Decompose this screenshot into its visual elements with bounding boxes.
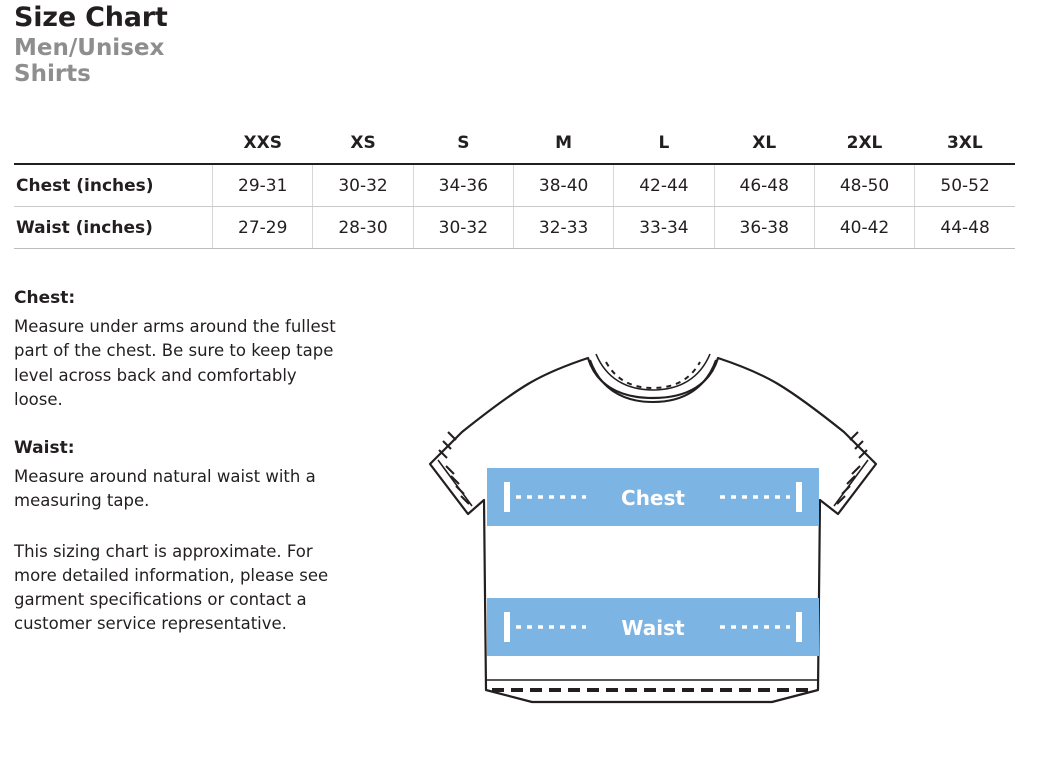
- page-title-block: [14, 4, 434, 88]
- column-header-3xl: 3XL: [915, 126, 1015, 164]
- note-heading-waist: Waist:: [14, 438, 75, 458]
- cell-chest-l: 42-44: [614, 164, 714, 207]
- table-corner-cell: [14, 126, 213, 164]
- table-row: [14, 164, 1015, 207]
- cell-waist-l: 33-34: [614, 207, 714, 249]
- cell-chest-xxs: 29-31: [213, 164, 313, 207]
- note-text-waist: Measure around natural waist with a measuring tape.: [14, 467, 316, 511]
- column-header-m: M: [513, 126, 613, 164]
- note-text-disclaimer: This sizing chart is approximate. For more detailed information, please see garment specifications or contact a customer service representative.: [14, 541, 329, 634]
- column-header-xxs: XXS: [213, 126, 313, 164]
- column-header-s: S: [413, 126, 513, 164]
- row-label-chest: Chest (inches): [14, 164, 213, 207]
- cell-waist-xxs: 27-29: [213, 207, 313, 249]
- cell-chest-3xl: 50-52: [915, 164, 1015, 207]
- cell-chest-s: 34-36: [413, 164, 513, 207]
- waist-measure-band: [487, 598, 819, 656]
- column-header-2xl: 2XL: [814, 126, 914, 164]
- measurement-notes: [14, 288, 344, 637]
- cell-waist-m: 32-33: [513, 207, 613, 249]
- page-title: Size Chart: [14, 2, 168, 33]
- size-chart-table: [14, 126, 1015, 249]
- column-header-xl: XL: [714, 126, 814, 164]
- chest-measure-band: [487, 468, 819, 526]
- page-subtitle-line-1: Men/Unisex: [14, 35, 165, 62]
- table-head: [14, 126, 1015, 164]
- waist-band-label: Waist: [621, 616, 685, 640]
- column-header-l: L: [614, 126, 714, 164]
- shirt-diagram: [420, 340, 890, 730]
- table-row: [14, 207, 1015, 249]
- cell-waist-3xl: 44-48: [915, 207, 1015, 249]
- table-header-row: [14, 126, 1015, 164]
- page-subtitle-line-2: Shirts: [14, 61, 91, 88]
- cell-chest-m: 38-40: [513, 164, 613, 207]
- cell-chest-xl: 46-48: [714, 164, 814, 207]
- note-text-chest: Measure under arms around the fullest part of the chest. Be sure to keep tape level across back and comfortably loose.: [14, 317, 336, 409]
- chest-band-label: Chest: [621, 486, 685, 510]
- page-subtitle: [14, 36, 434, 88]
- cell-waist-xl: 36-38: [714, 207, 814, 249]
- table-body: [14, 164, 1015, 249]
- cell-waist-xs: 28-30: [313, 207, 413, 249]
- row-label-waist: Waist (inches): [14, 207, 213, 249]
- cell-waist-s: 30-32: [413, 207, 513, 249]
- cell-waist-2xl: 40-42: [814, 207, 914, 249]
- cell-chest-2xl: 48-50: [814, 164, 914, 207]
- cell-chest-xs: 30-32: [313, 164, 413, 207]
- note-heading-chest: Chest:: [14, 288, 76, 308]
- column-header-xs: XS: [313, 126, 413, 164]
